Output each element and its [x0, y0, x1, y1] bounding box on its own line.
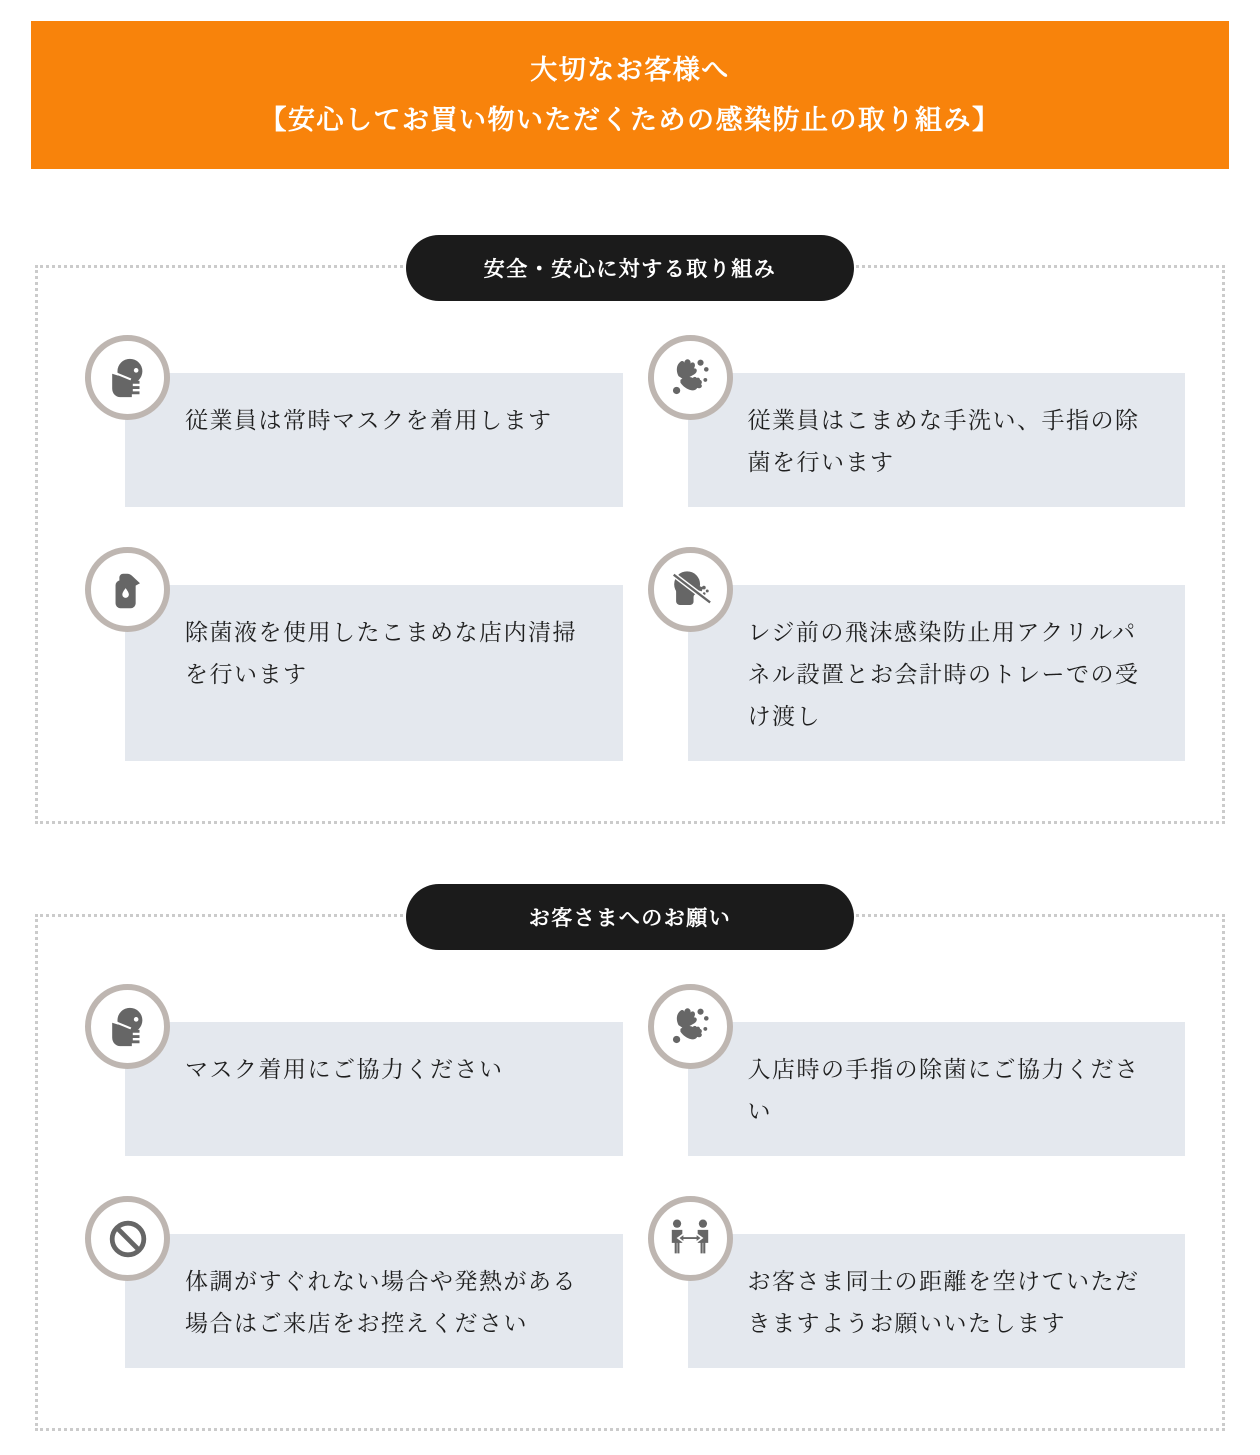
item-text: お客さま同士の距離を空けていただきますようお願いいたします: [747, 1268, 1140, 1336]
item-text: 従業員は常時マスクを着用します: [185, 407, 553, 433]
section-title: お客さまへのお願い: [528, 907, 732, 930]
section-safety-measures: [35, 258, 1225, 824]
list-item: [648, 1196, 1186, 1368]
droplet-guard-icon: [648, 547, 733, 632]
item-text-box: [125, 373, 623, 507]
list-item: [648, 335, 1186, 507]
banner-title-line2: 【安心してお買い物いただくための感染防止の取り組み】: [259, 105, 1001, 135]
list-item: [85, 335, 623, 507]
item-text-box: [125, 1022, 623, 1156]
section-title-pill: [406, 235, 854, 301]
section-title: 安全・安心に対する取り組み: [483, 258, 777, 281]
item-text-box: [688, 1022, 1186, 1156]
hand-wash-icon: [648, 984, 733, 1069]
mask-face-icon: [85, 984, 170, 1069]
item-text-box: [688, 1234, 1186, 1368]
mask-face-icon: [85, 335, 170, 420]
item-text-box: [688, 585, 1186, 761]
item-text: レジ前の飛沫感染防止用アクリルパネル設置とお会計時のトレーでの受け渡し: [747, 619, 1140, 729]
section-customer-requests: [35, 907, 1225, 1431]
social-distance-icon: [648, 1196, 733, 1281]
list-item: [85, 1196, 623, 1368]
no-entry-icon: [85, 1196, 170, 1281]
list-item: [648, 984, 1186, 1156]
list-item: [85, 547, 623, 761]
item-text: 除菌液を使用したこまめな店内清掃を行います: [185, 619, 577, 687]
item-text-box: [125, 585, 623, 761]
spray-bottle-icon: [85, 547, 170, 632]
list-item: [648, 547, 1186, 761]
item-text-box: [125, 1234, 623, 1368]
banner-title-line1: 大切なお客様へ: [530, 55, 730, 85]
section-title-pill: [406, 884, 854, 950]
requests-grid: [85, 984, 1185, 1368]
list-item: [85, 984, 623, 1156]
item-text: 従業員はこまめな手洗い、手指の除菌を行います: [747, 407, 1140, 475]
hand-wash-icon: [648, 335, 733, 420]
measures-grid: [85, 335, 1185, 761]
item-text: マスク着用にご協力ください: [185, 1056, 504, 1082]
item-text-box: [688, 373, 1186, 507]
header-banner: [31, 21, 1229, 169]
item-text: 体調がすぐれない場合や発熱がある場合はご来店をお控えください: [185, 1268, 577, 1336]
item-text: 入店時の手指の除菌にご協力ください: [747, 1056, 1140, 1124]
